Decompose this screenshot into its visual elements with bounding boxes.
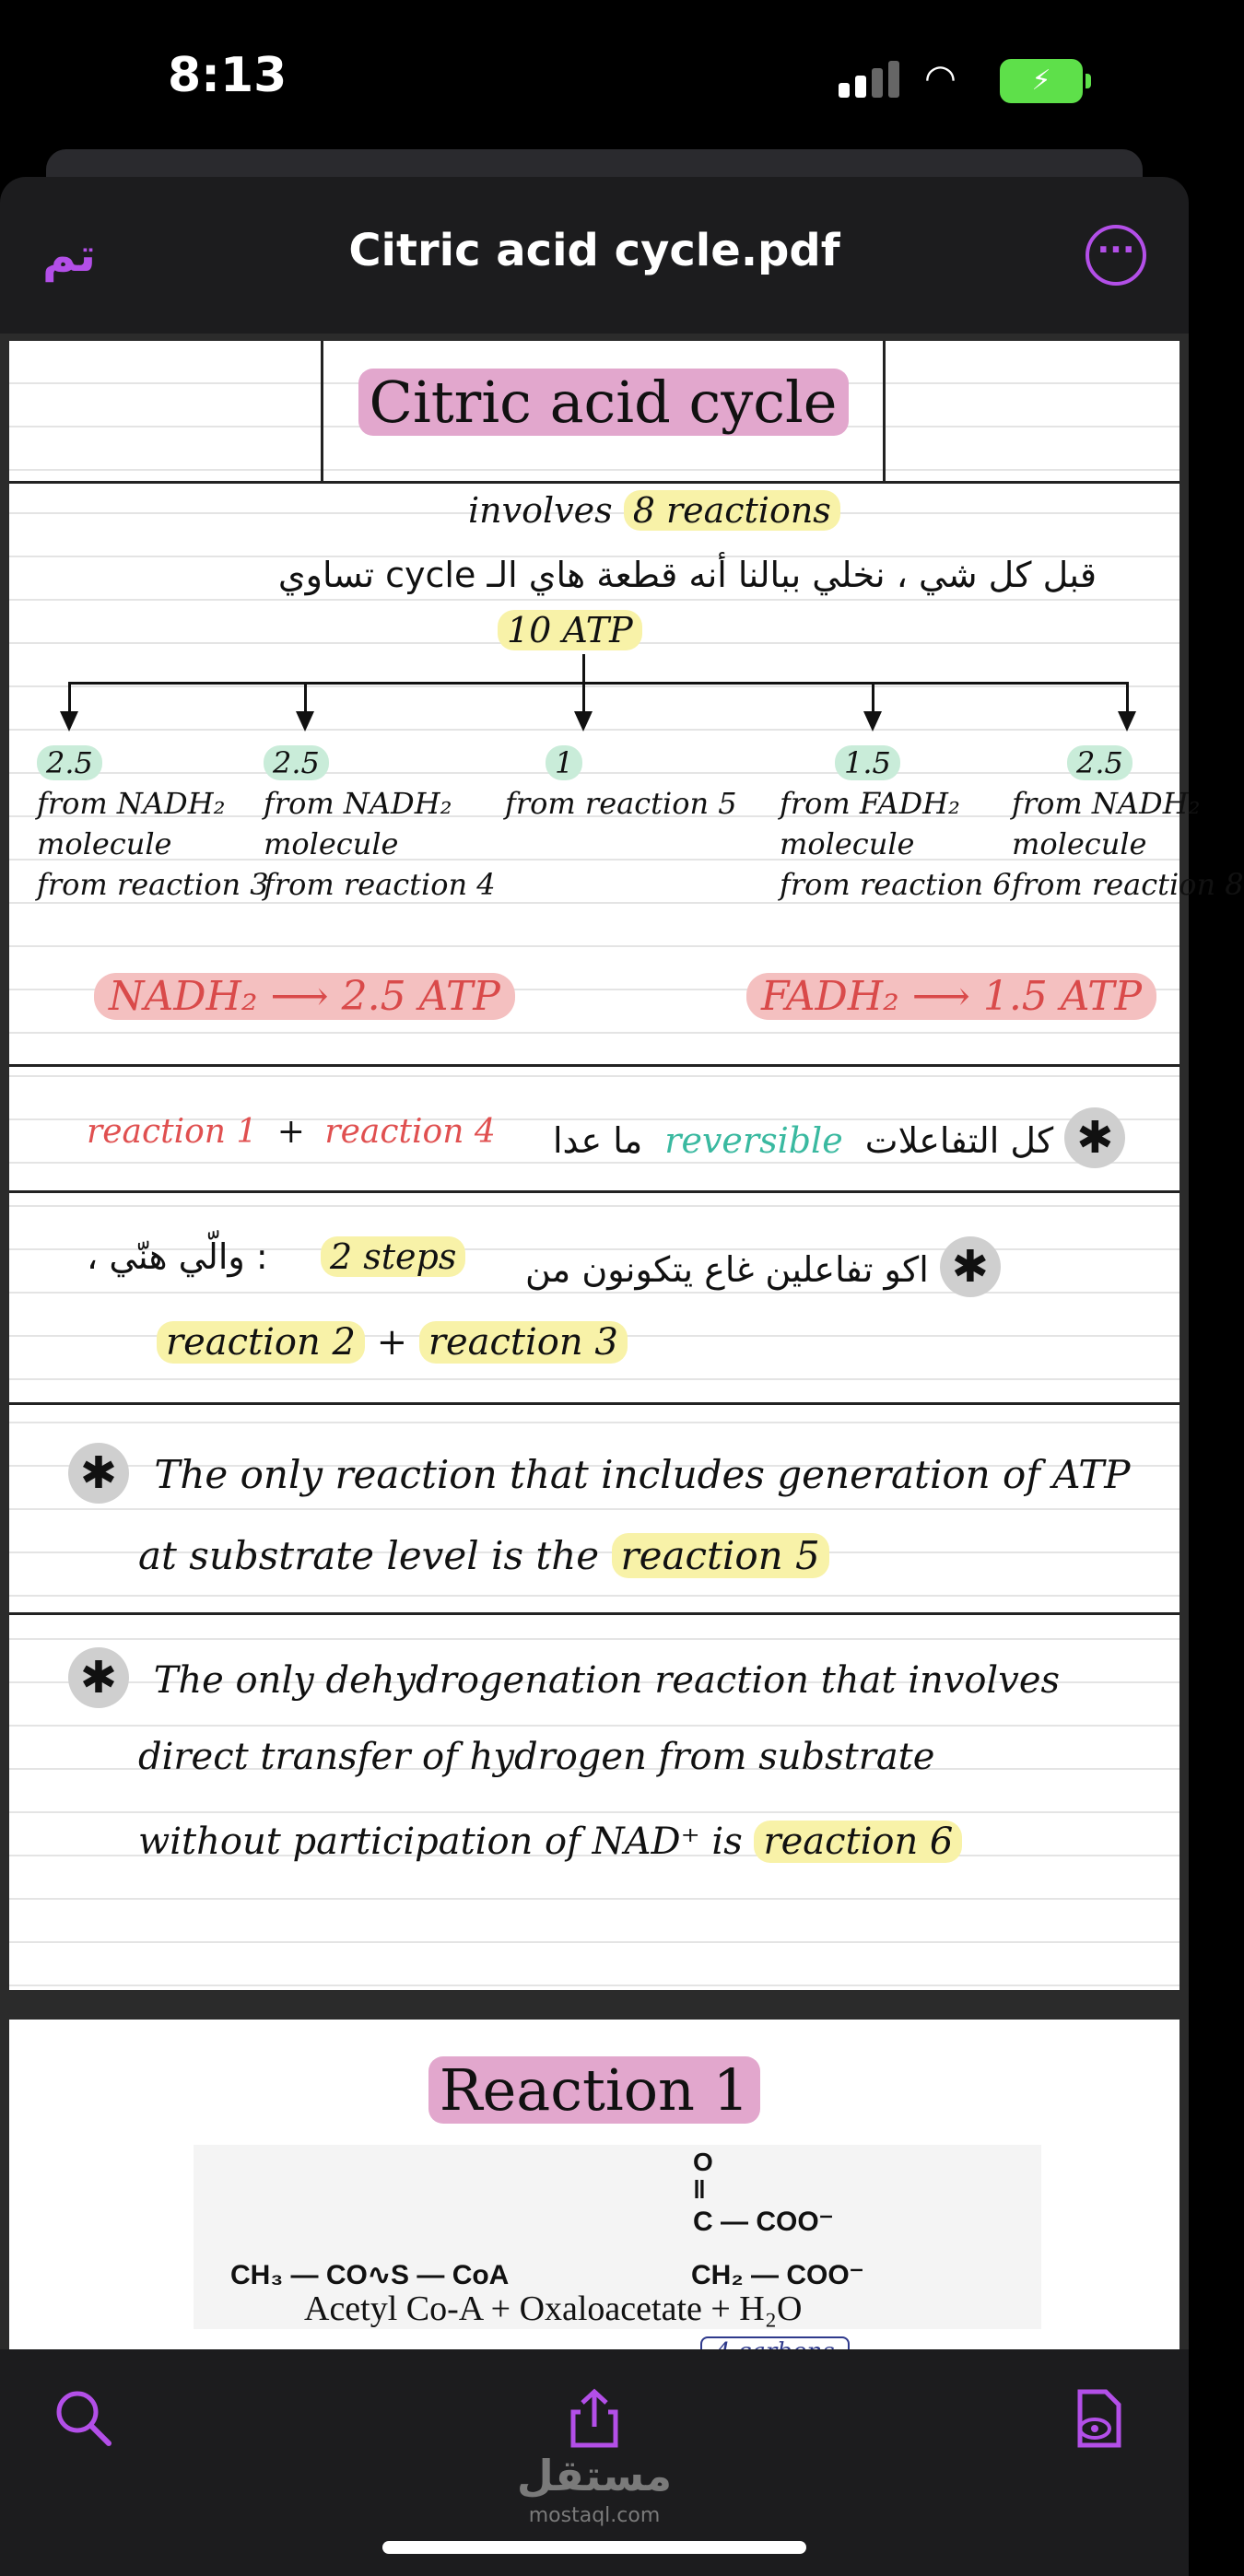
more-options-icon[interactable]: ··· (1086, 225, 1146, 286)
done-button[interactable]: تم (42, 228, 96, 282)
wifi-icon: ◠ (924, 57, 956, 100)
star-icon: ✱ (1064, 1107, 1125, 1168)
carbonyl-group: O ‖ (693, 2148, 713, 2204)
document-viewer[interactable] (0, 334, 1244, 2349)
involves-line: involves 8 reactions (468, 490, 840, 531)
total-atp: 10 ATP (498, 610, 642, 650)
fadh-equation: FADH₂ ⟶ 1.5 ATP (746, 973, 1156, 1020)
battery-icon: ⚡ (1000, 59, 1083, 103)
reaction-equation: Acetyl Co-A + Oxaloacetate + H₂O (304, 2289, 803, 2328)
steps-note-b: اكو تفاعلين غاع يتكونون من ✱ (525, 1236, 1001, 1297)
steps-reactions: reaction 2 + reaction 3 (157, 1321, 628, 1364)
section-divider (9, 1612, 1179, 1615)
star-icon: ✱ (68, 1647, 129, 1708)
steps-note-a: ، والّي هنّي : (87, 1236, 268, 1277)
reaction-heading: Reaction 1 (428, 2056, 760, 2124)
arrow-head (574, 711, 593, 732)
watermark-brand: مستقل (516, 2451, 673, 2500)
scanned-figure (194, 2145, 1041, 2329)
branch-item: 2.5 from NADH₂ molecule from reaction 3 (37, 745, 269, 902)
dehydro-note-line2: direct transfer of hydrogen from substrate (138, 1736, 935, 1778)
dehydro-note-line3: without participation of NAD⁺ is reaction 6 (138, 1821, 962, 1863)
branch-item: 2.5 from NADH₂ molecule from reaction 4 (264, 745, 496, 902)
document-title: Citric acid cycle.pdf (348, 225, 840, 276)
star-icon: ✱ (68, 1443, 129, 1504)
reaction-heading-wrap (9, 2056, 1179, 2124)
home-indicator[interactable] (382, 2541, 806, 2554)
reversible-note: ما عدا reversible كل التفاعلات ✱ (553, 1107, 1125, 1168)
reversible-reactions: reaction 1 + reaction 4 (87, 1113, 496, 1151)
pdf-page-1 (9, 341, 1244, 1990)
clock: 8:13 (168, 48, 288, 103)
dehydro-note-line1: ✱ The only dehydrogenation reaction that involves (68, 1647, 1060, 1708)
tree-bar (68, 682, 1128, 685)
branch-item: 1.5 from FADH₂ molecule from reaction 6 (780, 745, 1012, 902)
arrow-head (863, 711, 882, 732)
section-divider (9, 1064, 1179, 1067)
formula-ch2: CH₂ — COO⁻ (691, 2260, 864, 2290)
section-divider (9, 1190, 1179, 1193)
substrate-note-line2: at substrate level is the reaction 5 (138, 1533, 829, 1578)
page-heading: Citric acid cycle (358, 369, 849, 436)
page-heading-wrap (323, 369, 883, 436)
steps-highlight: 2 steps (321, 1236, 465, 1277)
pdf-page-2 (9, 2020, 1179, 2388)
tree-stem (582, 654, 585, 682)
section-divider (9, 1402, 1179, 1405)
arabic-intro: قبل كل شي ، نخلي ببالنا أنه قطعة هاي الـ cycle تساوي (277, 555, 1097, 595)
status-bar (0, 0, 1189, 157)
watermark-site: mostaql.com (528, 2504, 661, 2527)
cellular-signal-icon (839, 61, 905, 98)
substrate-note-line1: ✱ The only reaction that includes generation of ATP (68, 1443, 1131, 1504)
branch-item: 2.5 from NADH₂ molecule from reaction 8 (1012, 745, 1244, 902)
reaction-count: 8 reactions (624, 490, 840, 531)
arrow-head (296, 711, 314, 732)
divider (883, 341, 886, 481)
navigation-bar (0, 177, 1189, 334)
formula-coo: C — COO⁻ (693, 2207, 834, 2237)
branch-item: 1 from reaction 5 (505, 745, 737, 821)
arrow-head (1118, 711, 1136, 732)
star-icon: ✱ (940, 1236, 1001, 1297)
acetyl-formula: CH₃ — CO∿S — CoA (230, 2260, 510, 2290)
arrow-head (60, 711, 78, 732)
nadh-equation: NADH₂ ⟶ 2.5 ATP (94, 973, 515, 1020)
